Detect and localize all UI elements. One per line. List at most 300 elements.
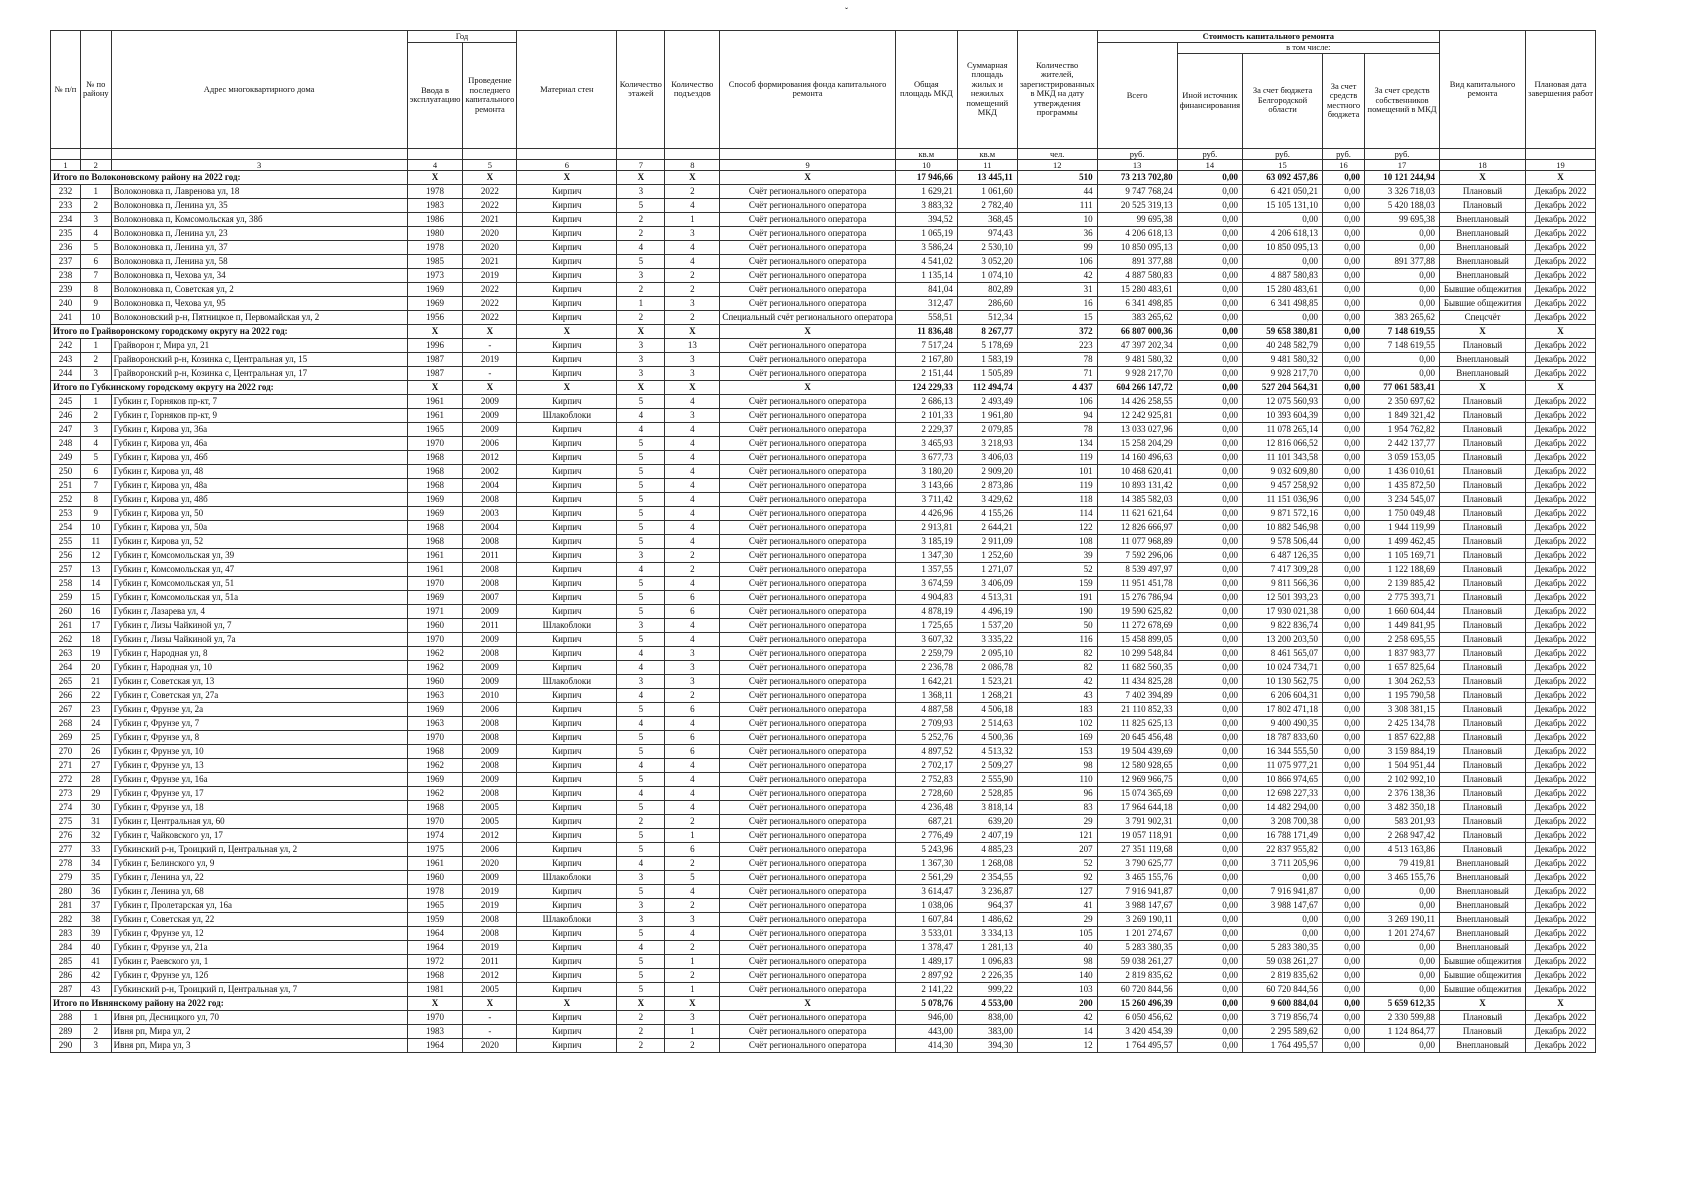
table-cell: 5 252,76 — [895, 730, 957, 744]
table-cell: 1 105 169,71 — [1365, 548, 1440, 562]
table-cell: 4 — [617, 422, 665, 436]
table-cell: Кирпич — [517, 590, 617, 604]
table-cell: 0,00 — [1177, 982, 1242, 996]
table-cell: 4 — [665, 506, 720, 520]
table-cell: 1980 — [407, 226, 463, 240]
table-cell: Декабрь 2022 — [1526, 338, 1596, 352]
table-cell: 5 — [617, 744, 665, 758]
table-cell: 15 074 365,69 — [1097, 786, 1177, 800]
table-cell: 240 — [51, 296, 81, 310]
table-cell: 4 — [665, 464, 720, 478]
table-cell: 0,00 — [1323, 352, 1365, 366]
address-cell: Губкин г, Центральная ул, 60 — [111, 814, 407, 828]
table-cell: 275 — [51, 814, 81, 828]
table-cell: 233 — [51, 198, 81, 212]
table-cell: 0,00 — [1323, 394, 1365, 408]
table-cell: 4 897,52 — [895, 744, 957, 758]
table-cell: 0,00 — [1323, 268, 1365, 282]
table-cell: 3 218,93 — [957, 436, 1017, 450]
table-cell: 1970 — [407, 730, 463, 744]
table-cell: 2 — [665, 282, 720, 296]
column-number-cell: 7 — [617, 159, 665, 170]
table-cell: 0,00 — [1365, 226, 1440, 240]
table-row — [51, 688, 1596, 702]
total-cell: X — [517, 380, 617, 394]
table-cell: 268 — [51, 716, 81, 730]
table-cell: 0,00 — [1177, 436, 1242, 450]
table-cell: 2012 — [463, 968, 517, 982]
column-number-cell: 5 — [463, 159, 517, 170]
table-cell: 0,00 — [1177, 870, 1242, 884]
table-cell: Счёт регионального оператора — [720, 730, 895, 744]
table-cell: 2 226,35 — [957, 968, 1017, 982]
table-cell: 82 — [1017, 660, 1097, 674]
address-cell: Губкинский р-н, Троицкий п, Центральная ул, 2 — [111, 842, 407, 856]
table-cell: 2009 — [463, 674, 517, 688]
table-row — [51, 394, 1596, 408]
table-cell: 0,00 — [1177, 1024, 1242, 1038]
table-row — [51, 828, 1596, 842]
table-cell: Счёт регионального оператора — [720, 912, 895, 926]
table-cell: 5 — [617, 478, 665, 492]
table-cell: 278 — [51, 856, 81, 870]
table-cell: 5 — [617, 632, 665, 646]
table-cell: Счёт регионального оператора — [720, 1024, 895, 1038]
table-cell: 42 — [1017, 674, 1097, 688]
table-cell: 1 038,06 — [895, 898, 957, 912]
table-cell: Счёт регионального оператора — [720, 926, 895, 940]
table-cell: 2 141,22 — [895, 982, 957, 996]
table-cell: 2012 — [463, 828, 517, 842]
table-row — [51, 520, 1596, 534]
table-cell: Бывшие общежития — [1440, 282, 1526, 296]
table-cell: 1969 — [407, 590, 463, 604]
table-cell: Счёт регионального оператора — [720, 1010, 895, 1024]
table-cell: 0,00 — [1323, 842, 1365, 856]
table-cell: 44 — [1017, 184, 1097, 198]
table-cell: Плановый — [1440, 758, 1526, 772]
table-cell: 0,00 — [1177, 352, 1242, 366]
column-number-cell: 3 — [111, 159, 407, 170]
table-cell: 2002 — [463, 464, 517, 478]
table-cell: 251 — [51, 478, 81, 492]
table-cell: 4 — [665, 240, 720, 254]
table-cell: Счёт регионального оператора — [720, 492, 895, 506]
table-cell: 16 788 171,49 — [1243, 828, 1323, 842]
total-cell: 15 260 496,39 — [1097, 996, 1177, 1010]
table-cell: 0,00 — [1323, 758, 1365, 772]
table-cell: 2 — [81, 198, 112, 212]
table-cell: 13 — [665, 338, 720, 352]
table-cell: 0,00 — [1323, 926, 1365, 940]
address-cell: Губкин г, Комсомольская ул, 51а — [111, 590, 407, 604]
table-cell: 4 506,18 — [957, 702, 1017, 716]
table-cell: 3 180,20 — [895, 464, 957, 478]
table-cell: 0,00 — [1323, 590, 1365, 604]
table-cell: 383 265,62 — [1365, 310, 1440, 324]
table-cell: Шлакоблоки — [517, 674, 617, 688]
table-cell: Декабрь 2022 — [1526, 758, 1596, 772]
table-cell: Декабрь 2022 — [1526, 184, 1596, 198]
table-cell: 394,30 — [957, 1038, 1017, 1052]
total-cell: 0,00 — [1177, 324, 1242, 338]
table-cell: Счёт регионального оператора — [720, 408, 895, 422]
table-cell: 4 — [617, 562, 665, 576]
col-year-last-repair-header: Проведение последнего капитального ремонта — [463, 43, 517, 149]
total-cell: 5 078,76 — [895, 996, 957, 1010]
column-number-cell: 12 — [1017, 159, 1097, 170]
table-cell: 245 — [51, 394, 81, 408]
table-cell: 3 — [617, 674, 665, 688]
table-cell: Счёт регионального оператора — [720, 450, 895, 464]
table-cell: 40 248 582,79 — [1243, 338, 1323, 352]
table-cell: 2009 — [463, 408, 517, 422]
table-cell: 9 032 609,80 — [1243, 464, 1323, 478]
table-cell: Декабрь 2022 — [1526, 604, 1596, 618]
table-cell: 1969 — [407, 492, 463, 506]
table-cell: 2011 — [463, 548, 517, 562]
table-cell: 0,00 — [1365, 352, 1440, 366]
table-row — [51, 478, 1596, 492]
district-total-label: Итого по Волоконовскому району на 2022 год: — [51, 170, 408, 184]
table-cell: 1968 — [407, 464, 463, 478]
table-cell: Декабрь 2022 — [1526, 366, 1596, 380]
table-cell: 4 — [81, 436, 112, 450]
table-cell: 2 350 697,62 — [1365, 394, 1440, 408]
table-cell: 11 621 621,64 — [1097, 506, 1177, 520]
table-cell: 29 — [1017, 912, 1097, 926]
table-cell: Кирпич — [517, 198, 617, 212]
table-cell: 2 873,86 — [957, 478, 1017, 492]
table-cell: 0,00 — [1177, 534, 1242, 548]
table-cell: 0,00 — [1323, 786, 1365, 800]
table-cell: 3 208 700,38 — [1243, 814, 1323, 828]
table-cell: Счёт регионального оператора — [720, 646, 895, 660]
table-cell: 2 514,63 — [957, 716, 1017, 730]
table-cell: 2 167,80 — [895, 352, 957, 366]
table-cell: 2 — [81, 408, 112, 422]
table-cell: 1986 — [407, 212, 463, 226]
table-cell: Внеплановый — [1440, 856, 1526, 870]
table-cell: Декабрь 2022 — [1526, 464, 1596, 478]
table-cell: Плановый — [1440, 744, 1526, 758]
table-cell: Декабрь 2022 — [1526, 1024, 1596, 1038]
address-cell: Волоконовка п, Чехова ул, 34 — [111, 268, 407, 282]
table-cell: 687,21 — [895, 814, 957, 828]
total-cell: X — [1526, 324, 1596, 338]
table-cell: Кирпич — [517, 940, 617, 954]
address-cell: Губкин г, Фрунзе ул, 2а — [111, 702, 407, 716]
table-cell: 0,00 — [1177, 632, 1242, 646]
total-cell: 63 092 457,86 — [1243, 170, 1323, 184]
table-cell: 5 — [81, 240, 112, 254]
table-cell: 1 449 841,95 — [1365, 618, 1440, 632]
table-cell: 94 — [1017, 408, 1097, 422]
table-cell: Счёт регионального оператора — [720, 548, 895, 562]
table-cell: Кирпич — [517, 450, 617, 464]
table-cell: 394,52 — [895, 212, 957, 226]
table-cell: 1 486,62 — [957, 912, 1017, 926]
table-cell: 0,00 — [1323, 562, 1365, 576]
table-cell: Кирпич — [517, 982, 617, 996]
table-cell: Декабрь 2022 — [1526, 240, 1596, 254]
table-cell: 0,00 — [1177, 254, 1242, 268]
table-cell: 5 — [617, 702, 665, 716]
table-cell: 2008 — [463, 492, 517, 506]
table-cell: 5 — [617, 926, 665, 940]
table-cell: 27 351 119,68 — [1097, 842, 1177, 856]
table-row — [51, 422, 1596, 436]
table-cell: Декабрь 2022 — [1526, 408, 1596, 422]
table-cell: 0,00 — [1365, 240, 1440, 254]
table-cell: Кирпич — [517, 562, 617, 576]
table-cell: Кирпич — [517, 282, 617, 296]
table-cell: 2 530,10 — [957, 240, 1017, 254]
total-cell: X — [407, 996, 463, 1010]
district-total-row — [51, 324, 1596, 338]
table-cell: 3 420 454,39 — [1097, 1024, 1177, 1038]
table-cell: 1 849 321,42 — [1365, 408, 1440, 422]
table-cell: Декабрь 2022 — [1526, 674, 1596, 688]
table-cell: 0,00 — [1177, 506, 1242, 520]
total-cell: X — [463, 380, 517, 394]
column-number-cell: 17 — [1365, 159, 1440, 170]
table-cell: Декабрь 2022 — [1526, 786, 1596, 800]
table-cell: Декабрь 2022 — [1526, 730, 1596, 744]
table-cell: 3 988 147,67 — [1243, 898, 1323, 912]
table-cell: 5 — [617, 884, 665, 898]
table-cell: 2008 — [463, 562, 517, 576]
table-row — [51, 856, 1596, 870]
table-cell: 3 308 381,15 — [1365, 702, 1440, 716]
table-cell: 2020 — [463, 240, 517, 254]
table-cell: 2 493,49 — [957, 394, 1017, 408]
total-cell: X — [1440, 170, 1526, 184]
table-cell: 22 837 955,82 — [1243, 842, 1323, 856]
table-cell: Счёт регионального оператора — [720, 982, 895, 996]
table-cell: 5 — [617, 450, 665, 464]
address-cell: Губкин г, Кирова ул, 48 — [111, 464, 407, 478]
table-cell: 2019 — [463, 884, 517, 898]
column-number-cell: 6 — [517, 159, 617, 170]
table-cell: 2022 — [463, 310, 517, 324]
table-cell: 4 — [665, 394, 720, 408]
table-cell: 2 079,85 — [957, 422, 1017, 436]
table-cell: 10 — [81, 310, 112, 324]
table-cell: 0,00 — [1177, 604, 1242, 618]
scan-mark: ˇ — [845, 6, 848, 16]
address-cell: Губкин г, Фрунзе ул, 12б — [111, 968, 407, 982]
table-cell: Внеплановый — [1440, 870, 1526, 884]
col-cost-owners-header: За счет средств собственников помещений в МКД — [1365, 53, 1440, 148]
table-cell: 25 — [81, 730, 112, 744]
table-cell: 17 — [81, 618, 112, 632]
table-cell: 6 206 604,31 — [1243, 688, 1323, 702]
table-row — [51, 296, 1596, 310]
table-cell: 20 525 319,13 — [1097, 198, 1177, 212]
table-cell: 2009 — [463, 632, 517, 646]
total-cell: X — [1526, 170, 1596, 184]
table-cell: 232 — [51, 184, 81, 198]
table-cell: 0,00 — [1323, 366, 1365, 380]
table-cell: 39 — [81, 926, 112, 940]
table-cell: Кирпич — [517, 716, 617, 730]
table-cell: 9 481 580,32 — [1243, 352, 1323, 366]
table-cell: Декабрь 2022 — [1526, 702, 1596, 716]
table-cell: Кирпич — [517, 296, 617, 310]
table-cell: 19 590 625,82 — [1097, 604, 1177, 618]
total-cell: 17 946,66 — [895, 170, 957, 184]
table-cell: 2003 — [463, 506, 517, 520]
table-cell: 279 — [51, 870, 81, 884]
table-cell: Счёт регионального оператора — [720, 534, 895, 548]
address-cell: Губкин г, Фрунзе ул, 17 — [111, 786, 407, 800]
table-cell: Декабрь 2022 — [1526, 632, 1596, 646]
table-cell: 1973 — [407, 268, 463, 282]
table-cell: 3 — [617, 912, 665, 926]
table-cell: Счёт регионального оператора — [720, 870, 895, 884]
table-row — [51, 282, 1596, 296]
total-cell: 5 659 612,35 — [1365, 996, 1440, 1010]
table-cell: 3 791 902,31 — [1097, 814, 1177, 828]
table-cell: 2008 — [463, 912, 517, 926]
table-cell: 264 — [51, 660, 81, 674]
table-cell: 0,00 — [1323, 422, 1365, 436]
table-cell: Счёт регионального оператора — [720, 184, 895, 198]
table-cell: 4 885,23 — [957, 842, 1017, 856]
table-cell: 2 354,55 — [957, 870, 1017, 884]
table-cell: 1 750 049,48 — [1365, 506, 1440, 520]
table-cell: 11 077 968,89 — [1097, 534, 1177, 548]
table-cell: 2006 — [463, 842, 517, 856]
table-cell: 0,00 — [1365, 268, 1440, 282]
table-cell: Кирпич — [517, 646, 617, 660]
table-cell: 10 882 546,98 — [1243, 520, 1323, 534]
table-cell: 3 — [665, 1010, 720, 1024]
table-cell: 248 — [51, 436, 81, 450]
table-cell: 0,00 — [1323, 296, 1365, 310]
table-cell: 1 367,30 — [895, 856, 957, 870]
table-cell: 1960 — [407, 674, 463, 688]
table-row — [51, 254, 1596, 268]
table-cell: 1 489,17 — [895, 954, 957, 968]
col-repair-type-header: Вид капитального ремонта — [1440, 31, 1526, 149]
units-cell-empty — [617, 148, 665, 159]
table-cell: 3 790 625,77 — [1097, 856, 1177, 870]
table-cell: 946,00 — [895, 1010, 957, 1024]
table-cell: 1960 — [407, 870, 463, 884]
table-cell: 12 — [1017, 1038, 1097, 1052]
table-cell: 0,00 — [1365, 296, 1440, 310]
table-cell: 2 095,10 — [957, 646, 1017, 660]
total-cell: 0,00 — [1177, 170, 1242, 184]
table-cell: Счёт регионального оператора — [720, 618, 895, 632]
table-cell: 0,00 — [1365, 954, 1440, 968]
table-cell: 0,00 — [1177, 184, 1242, 198]
column-number-cell: 15 — [1243, 159, 1323, 170]
table-cell: 1983 — [407, 198, 463, 212]
table-cell: 9 400 490,35 — [1243, 716, 1323, 730]
table-cell: 0,00 — [1177, 198, 1242, 212]
table-cell: 284 — [51, 940, 81, 954]
table-cell: 272 — [51, 772, 81, 786]
table-cell: Счёт регионального оператора — [720, 506, 895, 520]
table-cell: 14 482 294,00 — [1243, 800, 1323, 814]
address-cell: Губкин г, Кирова ул, 36а — [111, 422, 407, 436]
table-cell: 14 — [1017, 1024, 1097, 1038]
table-cell: 5 — [665, 870, 720, 884]
total-cell: 510 — [1017, 170, 1097, 184]
table-cell: 71 — [1017, 366, 1097, 380]
table-cell: 14 160 496,63 — [1097, 450, 1177, 464]
table-cell: 239 — [51, 282, 81, 296]
table-cell: 999,22 — [957, 982, 1017, 996]
table-cell: 2012 — [463, 450, 517, 464]
col-including-header: в том числе: — [1177, 43, 1439, 54]
table-cell: Счёт регионального оператора — [720, 856, 895, 870]
table-cell: 1985 — [407, 254, 463, 268]
table-cell: 252 — [51, 492, 81, 506]
table-cell: Кирпич — [517, 884, 617, 898]
table-cell: Спецсчёт — [1440, 310, 1526, 324]
table-cell: 3 059 153,05 — [1365, 450, 1440, 464]
table-cell: 0,00 — [1323, 660, 1365, 674]
table-cell: 257 — [51, 562, 81, 576]
table-row — [51, 352, 1596, 366]
table-cell: Счёт регионального оператора — [720, 562, 895, 576]
table-cell: 12 — [81, 548, 112, 562]
table-row — [51, 702, 1596, 716]
table-cell: 964,37 — [957, 898, 1017, 912]
address-cell: Губкин г, Ленина ул, 22 — [111, 870, 407, 884]
table-cell: 1968 — [407, 478, 463, 492]
table-cell: 4 — [617, 940, 665, 954]
table-cell: 8 461 565,07 — [1243, 646, 1323, 660]
table-cell: Кирпич — [517, 548, 617, 562]
table-cell: Декабрь 2022 — [1526, 898, 1596, 912]
table-cell: 12 242 925,81 — [1097, 408, 1177, 422]
table-cell: Внеплановый — [1440, 254, 1526, 268]
address-cell: Губкин г, Комсомольская ул, 51 — [111, 576, 407, 590]
table-cell: Плановый — [1440, 436, 1526, 450]
table-cell: 9 928 217,70 — [1097, 366, 1177, 380]
table-cell: 4 — [665, 450, 720, 464]
table-row — [51, 268, 1596, 282]
table-cell: Внеплановый — [1440, 1038, 1526, 1052]
table-cell: 246 — [51, 408, 81, 422]
table-cell: 4 — [665, 534, 720, 548]
table-cell: 111 — [1017, 198, 1097, 212]
table-cell: 6 341 498,85 — [1243, 296, 1323, 310]
units-cell: руб. — [1243, 148, 1323, 159]
table-cell: 2005 — [463, 814, 517, 828]
table-cell: 7 402 394,89 — [1097, 688, 1177, 702]
table-cell: Декабрь 2022 — [1526, 884, 1596, 898]
table-row — [51, 240, 1596, 254]
table-cell: Плановый — [1440, 506, 1526, 520]
table-cell: 2 — [665, 814, 720, 828]
repair-program-table — [50, 30, 1596, 1053]
table-cell: 2009 — [463, 422, 517, 436]
table-cell: Декабрь 2022 — [1526, 548, 1596, 562]
table-cell: 4 887 580,83 — [1097, 268, 1177, 282]
table-cell: - — [463, 338, 517, 352]
table-cell: 0,00 — [1177, 828, 1242, 842]
table-cell: 4 887 580,83 — [1243, 268, 1323, 282]
table-cell: 15 258 204,29 — [1097, 436, 1177, 450]
table-cell: 263 — [51, 646, 81, 660]
table-cell: 1975 — [407, 842, 463, 856]
